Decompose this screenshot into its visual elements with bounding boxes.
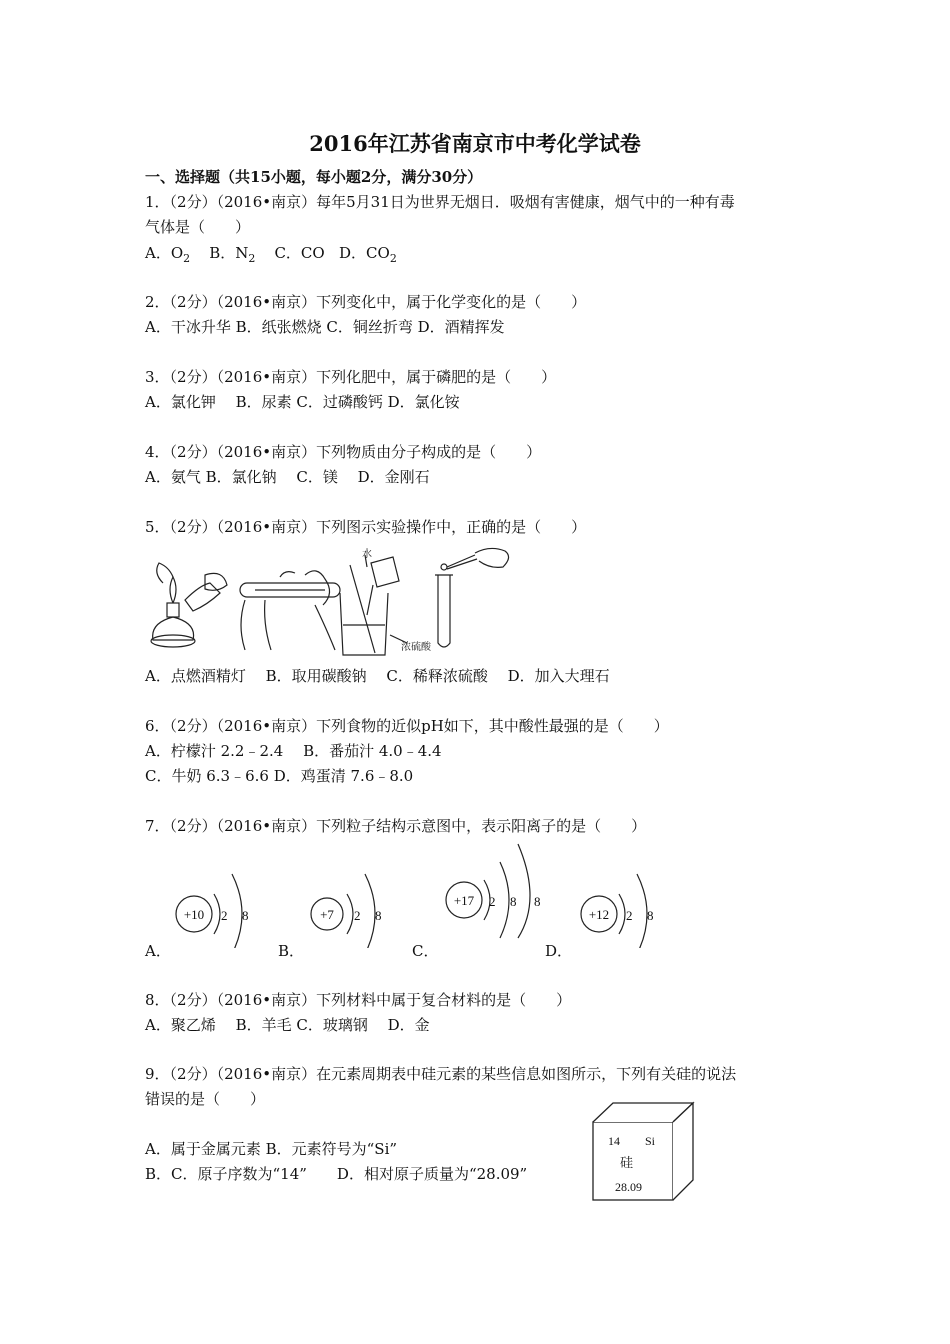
q1-option-c: C．CO — [274, 244, 325, 262]
lab-operations-figure — [145, 545, 705, 660]
q8-options: A．聚乙烯 B．羊毛 C．玻璃钢 D．金 — [145, 1016, 430, 1034]
shell-c-1: 2 — [489, 894, 496, 909]
shell-c-3: 8 — [534, 894, 541, 909]
q7-option-d-label: D． — [545, 942, 573, 960]
q1-option-a: A．O — [145, 244, 184, 262]
q7-option-c-label: C． — [412, 942, 439, 960]
q1-stem-line1: 1．（2分）（2016•南京）每年5月31日为世界无烟日．吸烟有害健康，烟气中的一种有毒 — [145, 193, 735, 211]
nucleus-a: +10 — [183, 907, 205, 922]
shell-d-2: 8 — [647, 908, 654, 923]
q1-option-d: D．CO — [339, 244, 390, 262]
shell-b-2: 8 — [375, 908, 382, 923]
element-mass: 28.09 — [615, 1180, 642, 1194]
q7-option-a-label: A． — [145, 942, 171, 960]
q1-stem-line2: 气体是（ ） — [145, 218, 251, 236]
page-title: 2016年江苏省南京市中考化学试卷 — [309, 131, 641, 156]
section-heading: 一、选择题（共15小题，每小题2分，满分30分） — [145, 168, 483, 186]
element-name: 硅 — [620, 1155, 634, 1170]
q6-stem: 6．（2分）（2016•南京）下列食物的近似pH如下，其中酸性最强的是（ ） — [145, 717, 669, 735]
acid-label: 浓硫酸 — [401, 642, 431, 653]
q6-options-line2: C．牛奶 6.3﹣6.6 D．鸡蛋清 7.6﹣8.0 — [145, 767, 414, 785]
alcohol-lamp-illustration — [151, 563, 227, 647]
q8-stem: 8．（2分）（2016•南京）下列材料中属于复合材料的是（ ） — [145, 991, 572, 1009]
q6-options-line1: A．柠檬汁 2.2﹣2.4 B．番茄汁 4.0﹣4.4 — [145, 742, 442, 760]
q9-options-line1: A．属于金属元素 B．元素符号为“Si” — [145, 1140, 398, 1158]
shell-d-1: 2 — [626, 908, 633, 923]
q4-options: A．氨气 B．氯化钠 C．镁 D．金刚石 — [145, 468, 430, 486]
q1-option-a-sub: 2 — [183, 252, 191, 265]
q2-stem: 2．（2分）（2016•南京）下列变化中，属于化学变化的是（ ） — [145, 293, 587, 311]
atom-diagram-a — [170, 868, 260, 948]
water-label: 水 — [362, 549, 372, 560]
q1-option-d-sub: 2 — [389, 252, 397, 265]
q5-options: A．点燃酒精灯 B．取用碳酸钠 C．稀释浓硫酸 D．加入大理石 — [145, 667, 610, 685]
shell-a-2: 8 — [242, 908, 249, 923]
q1-option-b-sub: 2 — [248, 252, 256, 265]
nucleus-b: +7 — [320, 907, 334, 922]
beaker-dilution-illustration — [340, 555, 407, 655]
q1-options — [145, 243, 397, 269]
nucleus-c: +17 — [453, 893, 475, 908]
element-symbol: Si — [645, 1134, 656, 1148]
atom-diagram-c — [440, 840, 550, 940]
q2-options: A．干冰升华 B．纸张燃烧 C．铜丝折弯 D．酒精挥发 — [145, 318, 505, 336]
q7-stem: 7．（2分）（2016•南京）下列粒子结构示意图中，表示阳离子的是（ ） — [145, 817, 647, 835]
atom-diagram-d — [575, 868, 665, 948]
q9-stem-line2: 错误的是（ ） — [145, 1090, 266, 1108]
q1-option-b: B．N — [209, 244, 249, 262]
silicon-element-card — [590, 1100, 700, 1205]
atom-diagram-b — [305, 868, 395, 948]
q9-options-line2: B．C．原子序数为“14” D．相对原子质量为“28.09” — [145, 1165, 528, 1183]
horizontal-test-tube-illustration — [240, 571, 340, 650]
q7-option-b-label: B． — [278, 942, 305, 960]
shell-b-1: 2 — [354, 908, 361, 923]
vertical-test-tube-illustration — [435, 548, 509, 647]
shell-a-1: 2 — [221, 908, 228, 923]
q9-stem-line1: 9．（2分）（2016•南京）在元素周期表中硅元素的某些信息如图所示，下列有关硅的说法 — [145, 1065, 737, 1083]
shell-c-2: 8 — [510, 894, 517, 909]
q5-stem: 5．（2分）（2016•南京）下列图示实验操作中，正确的是（ ） — [145, 518, 587, 536]
q3-stem: 3．（2分）（2016•南京）下列化肥中，属于磷肥的是（ ） — [145, 368, 557, 386]
nucleus-d: +12 — [588, 907, 610, 922]
q4-stem: 4．（2分）（2016•南京）下列物质由分子构成的是（ ） — [145, 443, 542, 461]
q3-options: A．氯化钾 B．尿素 C．过磷酸钙 D．氯化铵 — [145, 393, 460, 411]
element-number: 14 — [608, 1134, 620, 1148]
